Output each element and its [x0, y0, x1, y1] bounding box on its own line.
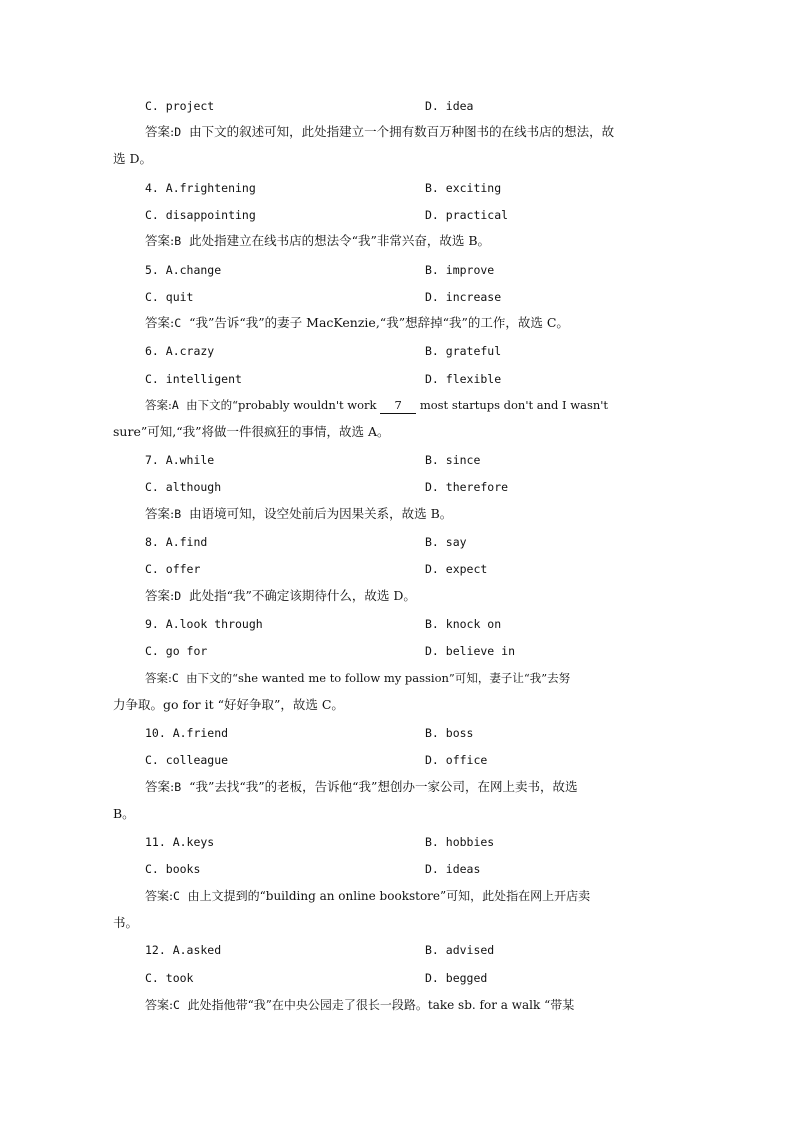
- answer-label: 答案:: [145, 779, 175, 794]
- q12-option-a: 12. A.asked: [145, 943, 222, 957]
- q11-option-c: C. books: [145, 862, 201, 876]
- answer-label: 答案:: [145, 998, 174, 1012]
- q6-option-a: 6. A.crazy: [145, 344, 215, 358]
- answer-explanation: 由语境可知，设空处前后为因果关系，故选 B。: [189, 506, 453, 521]
- q10-option-b: B. boss: [425, 726, 474, 740]
- q11-option-a: 11. A.keys: [145, 835, 215, 849]
- q12-option-c: C. took: [145, 971, 194, 985]
- q9-answer-continued: 力争取。go for it “好好争取”，故选 C。: [113, 697, 344, 712]
- q10-option-a: 10. A.friend: [145, 726, 229, 740]
- answer-letter: C: [173, 998, 180, 1012]
- answer-explanation: 由下文的叙述可知，此处指建立一个拥有数百万种图书的在线书店的想法，故: [189, 124, 615, 139]
- q8-option-a: 8. A.find: [145, 535, 208, 549]
- q7-answer: [145, 506, 452, 522]
- answer-letter: A: [171, 398, 179, 412]
- q9-option-b: B. knock on: [425, 617, 502, 631]
- q12-answer: [145, 997, 574, 1013]
- q4-option-a: 4. A.frightening: [145, 181, 256, 195]
- q9-answer: [145, 670, 570, 686]
- answer-explanation: 由下文的“she wanted me to follow my passion”可知，妻子让“我”去努: [186, 671, 571, 685]
- answer-explanation: “我”去找“我”的老板，告诉他“我”想创办一家公司，在网上卖书，故选: [189, 779, 578, 794]
- q3-option-c: C. project: [145, 99, 215, 113]
- q11-answer: [145, 888, 590, 904]
- q7-option-a: 7. A.while: [145, 453, 215, 467]
- q9-option-a: 9. A.look through: [145, 617, 263, 631]
- q10-option-c: C. colleague: [145, 753, 229, 767]
- q10-option-d: D. office: [425, 753, 488, 767]
- q6-option-c: C. intelligent: [145, 372, 242, 386]
- q7-option-b: B. since: [425, 453, 481, 467]
- q10-answer: [145, 779, 577, 795]
- answer-blank: 7: [380, 397, 416, 414]
- q6-option-d: D. flexible: [425, 372, 502, 386]
- answer-explanation: “我”告诉“我”的妻子 MacKenzie,“我”想辞掉“我”的工作，故选 C。: [189, 315, 569, 330]
- q5-option-a: 5. A.change: [145, 263, 222, 277]
- answer-explanation: 由上文提到的“building an online bookstore”可知，此处指在网上开店卖: [187, 889, 591, 903]
- answer-label: 答案:: [145, 506, 175, 521]
- q6-answer: [145, 397, 608, 414]
- q5-option-b: B. improve: [425, 263, 495, 277]
- answer-label: 答案:: [145, 233, 175, 248]
- q5-option-d: D. increase: [425, 290, 502, 304]
- q11-answer-continued: 书。: [113, 915, 139, 930]
- answer-label: 答案:: [145, 124, 175, 139]
- q4-answer: [145, 233, 490, 249]
- q5-option-c: C. quit: [145, 290, 194, 304]
- answer-label: 答案:: [145, 889, 174, 903]
- q12-option-b: B. advised: [425, 943, 495, 957]
- answer-explanation: 由下文的“probably wouldn't work: [186, 398, 377, 412]
- q4-option-c: C. disappointing: [145, 208, 256, 222]
- answer-explanation-tail: most startups don't and I wasn't: [419, 398, 609, 412]
- answer-letter: B: [174, 780, 182, 794]
- q5-answer: [145, 315, 569, 331]
- answer-letter: C: [171, 671, 179, 685]
- answer-letter: B: [174, 507, 182, 521]
- answer-label: 答案:: [145, 315, 175, 330]
- answer-explanation: 此处指建立在线书店的想法令“我”非常兴奋，故选 B。: [189, 233, 491, 248]
- answer-letter: C: [173, 889, 180, 903]
- answer-label: 答案:: [145, 671, 172, 685]
- answer-label: 答案:: [145, 588, 175, 603]
- answer-letter: B: [174, 234, 182, 248]
- q12-option-d: D. begged: [425, 971, 488, 985]
- q11-option-d: D. ideas: [425, 862, 481, 876]
- q4-option-d: D. practical: [425, 208, 509, 222]
- q10-answer-continued: B。: [113, 806, 135, 821]
- answer-letter: D: [174, 125, 182, 139]
- answer-label: 答案:: [145, 398, 172, 412]
- q3-option-d: D. idea: [425, 99, 474, 113]
- answer-explanation: 此处指他带“我”在中央公园走了很长一段路。take sb. for a walk “带某: [187, 998, 575, 1012]
- q8-option-b: B. say: [425, 535, 467, 549]
- q3-answer-continued: 选 D。: [113, 151, 152, 166]
- answer-explanation: 此处指“我”不确定该期待什么，故选 D。: [189, 588, 416, 603]
- q7-option-d: D. therefore: [425, 480, 509, 494]
- answer-letter: C: [174, 316, 182, 330]
- q9-option-d: D. believe in: [425, 644, 516, 658]
- q3-answer: [145, 124, 614, 140]
- q7-option-c: C. although: [145, 480, 222, 494]
- q8-option-d: D. expect: [425, 562, 488, 576]
- q11-option-b: B. hobbies: [425, 835, 495, 849]
- q8-answer: [145, 588, 416, 604]
- q6-option-b: B. grateful: [425, 344, 502, 358]
- q8-option-c: C. offer: [145, 562, 201, 576]
- q6-answer-continued: sure”可知,“我”将做一件很疯狂的事情，故选 A。: [113, 424, 390, 439]
- q4-option-b: B. exciting: [425, 181, 502, 195]
- answer-letter: D: [174, 589, 182, 603]
- q9-option-c: C. go for: [145, 644, 208, 658]
